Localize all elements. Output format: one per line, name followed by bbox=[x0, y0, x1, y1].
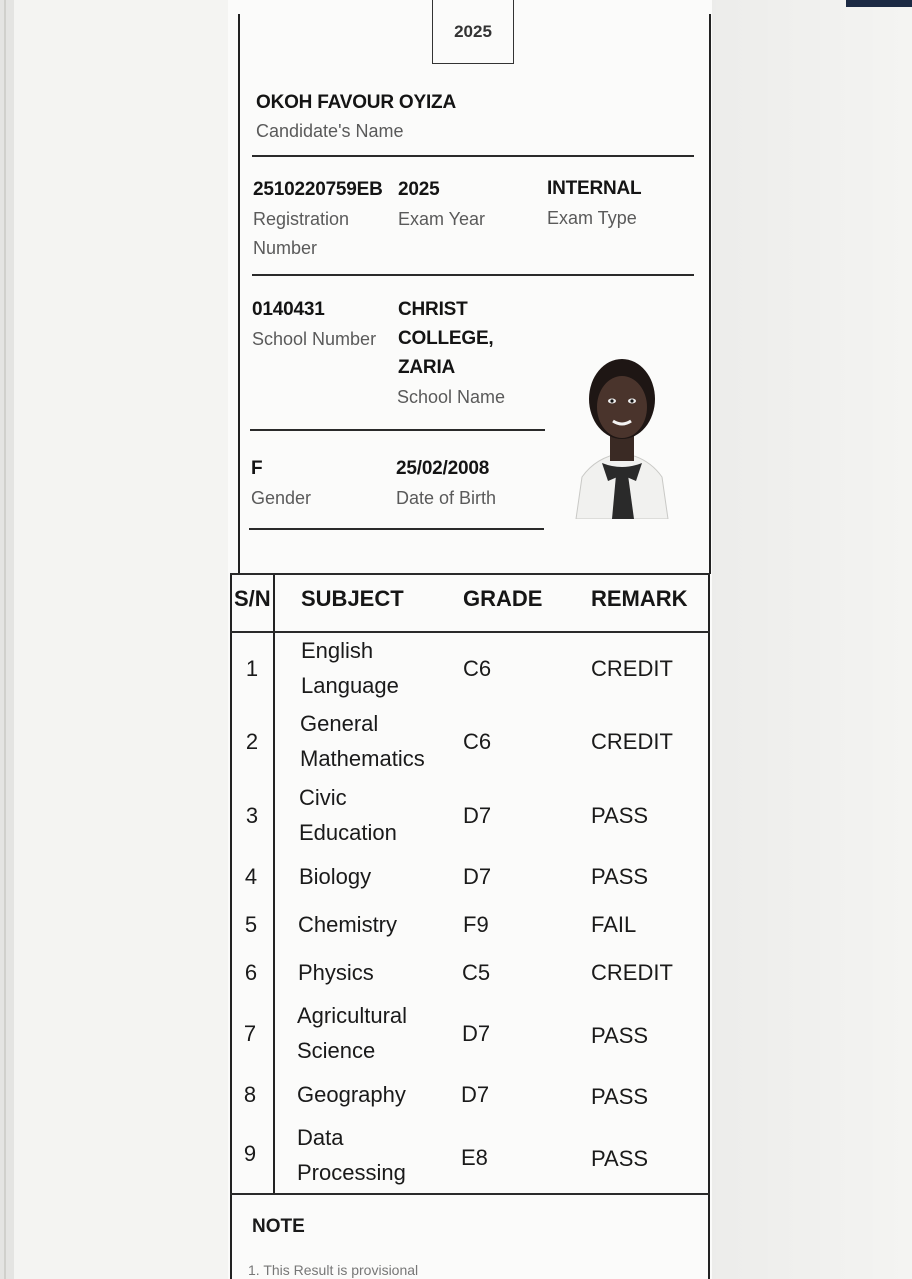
row-9-subject-line-2: Processing bbox=[297, 1160, 406, 1185]
candidate-photo bbox=[556, 335, 688, 519]
table-bottom-border bbox=[230, 1193, 710, 1195]
school-name-label: School Name bbox=[397, 387, 506, 407]
registration-number: 2510220759EB bbox=[253, 179, 383, 200]
row-9-grade: E8 bbox=[461, 1145, 488, 1170]
registration-number-label-2: Number bbox=[253, 238, 318, 258]
header-sn: S/N bbox=[234, 586, 271, 611]
divider-4 bbox=[249, 528, 544, 530]
school-name-line-1: CHRIST bbox=[398, 299, 468, 320]
row-7-subject-line-2: Science bbox=[297, 1038, 376, 1063]
row-6-subject: Physics bbox=[298, 960, 374, 985]
row-5-grade: F9 bbox=[463, 912, 489, 937]
card-right-border bbox=[709, 14, 711, 574]
exam-type: INTERNAL bbox=[547, 178, 642, 199]
row-8-remark: PASS bbox=[591, 1084, 649, 1109]
header-subject: SUBJECT bbox=[301, 586, 404, 611]
row-6-grade: C5 bbox=[462, 960, 491, 985]
row-6-remark: CREDIT bbox=[591, 960, 673, 985]
exam-year-label: Exam Year bbox=[398, 209, 486, 229]
row-1-subject: English bbox=[301, 638, 374, 663]
candidate-name: OKOH FAVOUR OYIZA bbox=[256, 92, 456, 113]
gender: F bbox=[251, 458, 263, 479]
row-7-grade: D7 bbox=[462, 1021, 491, 1046]
row-2-grade: C6 bbox=[463, 729, 492, 754]
table-top-border bbox=[230, 573, 710, 575]
background-paper-edge bbox=[0, 0, 14, 1279]
date-of-birth: 25/02/2008 bbox=[396, 458, 490, 479]
exam-year-box: 2025 bbox=[432, 0, 514, 64]
row-7-sn: 7 bbox=[243, 1021, 257, 1046]
row-4-subject: Biology bbox=[299, 864, 372, 889]
school-name-line-3: ZARIA bbox=[398, 357, 456, 378]
row-2-remark: CREDIT bbox=[591, 729, 673, 754]
divider-1 bbox=[252, 155, 694, 157]
school-name-line-2: COLLEGE, bbox=[398, 328, 494, 349]
header-remark: REMARK bbox=[591, 586, 688, 611]
row-5-sn: 5 bbox=[244, 912, 258, 937]
row-1-grade: C6 bbox=[463, 656, 492, 681]
gender-label: Gender bbox=[251, 488, 312, 508]
row-3-grade: D7 bbox=[463, 803, 492, 828]
school-number-label: School Number bbox=[252, 329, 377, 349]
date-of-birth-label: Date of Birth bbox=[396, 488, 497, 508]
card-left-border bbox=[238, 14, 240, 574]
row-6-sn: 6 bbox=[244, 960, 258, 985]
row-8-subject: Geography bbox=[297, 1082, 406, 1107]
row-3-subject-line-2: Education bbox=[299, 820, 397, 845]
divider-3 bbox=[250, 429, 545, 431]
row-7-remark: PASS bbox=[591, 1023, 649, 1048]
registration-number-label: Registration bbox=[253, 209, 350, 229]
row-9-remark: PASS bbox=[591, 1146, 649, 1171]
exam-year: 2025 bbox=[398, 179, 440, 200]
row-2-subject-line-2: Mathematics bbox=[300, 746, 425, 771]
row-4-sn: 4 bbox=[244, 864, 258, 889]
divider-2 bbox=[252, 274, 694, 276]
paper-edge-line bbox=[4, 0, 6, 1279]
row-1-remark: CREDIT bbox=[591, 656, 673, 681]
row-8-grade: D7 bbox=[461, 1082, 490, 1107]
header-grade: GRADE bbox=[463, 586, 543, 611]
note-item-1: 1. This Result is provisional bbox=[248, 1262, 419, 1278]
row-1-subject-line-2: Language bbox=[301, 673, 399, 698]
row-5-subject: Chemistry bbox=[298, 912, 398, 937]
row-2-subject: General bbox=[300, 711, 379, 736]
row-4-remark: PASS bbox=[591, 864, 649, 889]
row-4-grade: D7 bbox=[463, 864, 492, 889]
table-right-border bbox=[708, 573, 710, 1279]
row-3-sn: 3 bbox=[245, 803, 259, 828]
note-title: NOTE bbox=[252, 1216, 305, 1237]
background-shadow bbox=[712, 0, 912, 1279]
row-8-sn: 8 bbox=[243, 1082, 257, 1107]
school-number: 0140431 bbox=[252, 299, 325, 320]
row-1-sn: 1 bbox=[245, 656, 259, 681]
row-2-sn: 2 bbox=[245, 729, 259, 754]
row-9-sn: 9 bbox=[243, 1141, 257, 1166]
row-5-remark: FAIL bbox=[591, 912, 637, 937]
row-3-subject: Civic bbox=[299, 785, 347, 810]
sn-column-divider bbox=[273, 573, 275, 1193]
exam-type-label: Exam Type bbox=[547, 208, 637, 228]
row-7-subject: Agricultural bbox=[297, 1003, 408, 1028]
row-3-remark: PASS bbox=[591, 803, 649, 828]
row-9-subject: Data bbox=[297, 1125, 344, 1150]
candidate-name-label: Candidate's Name bbox=[256, 121, 404, 141]
